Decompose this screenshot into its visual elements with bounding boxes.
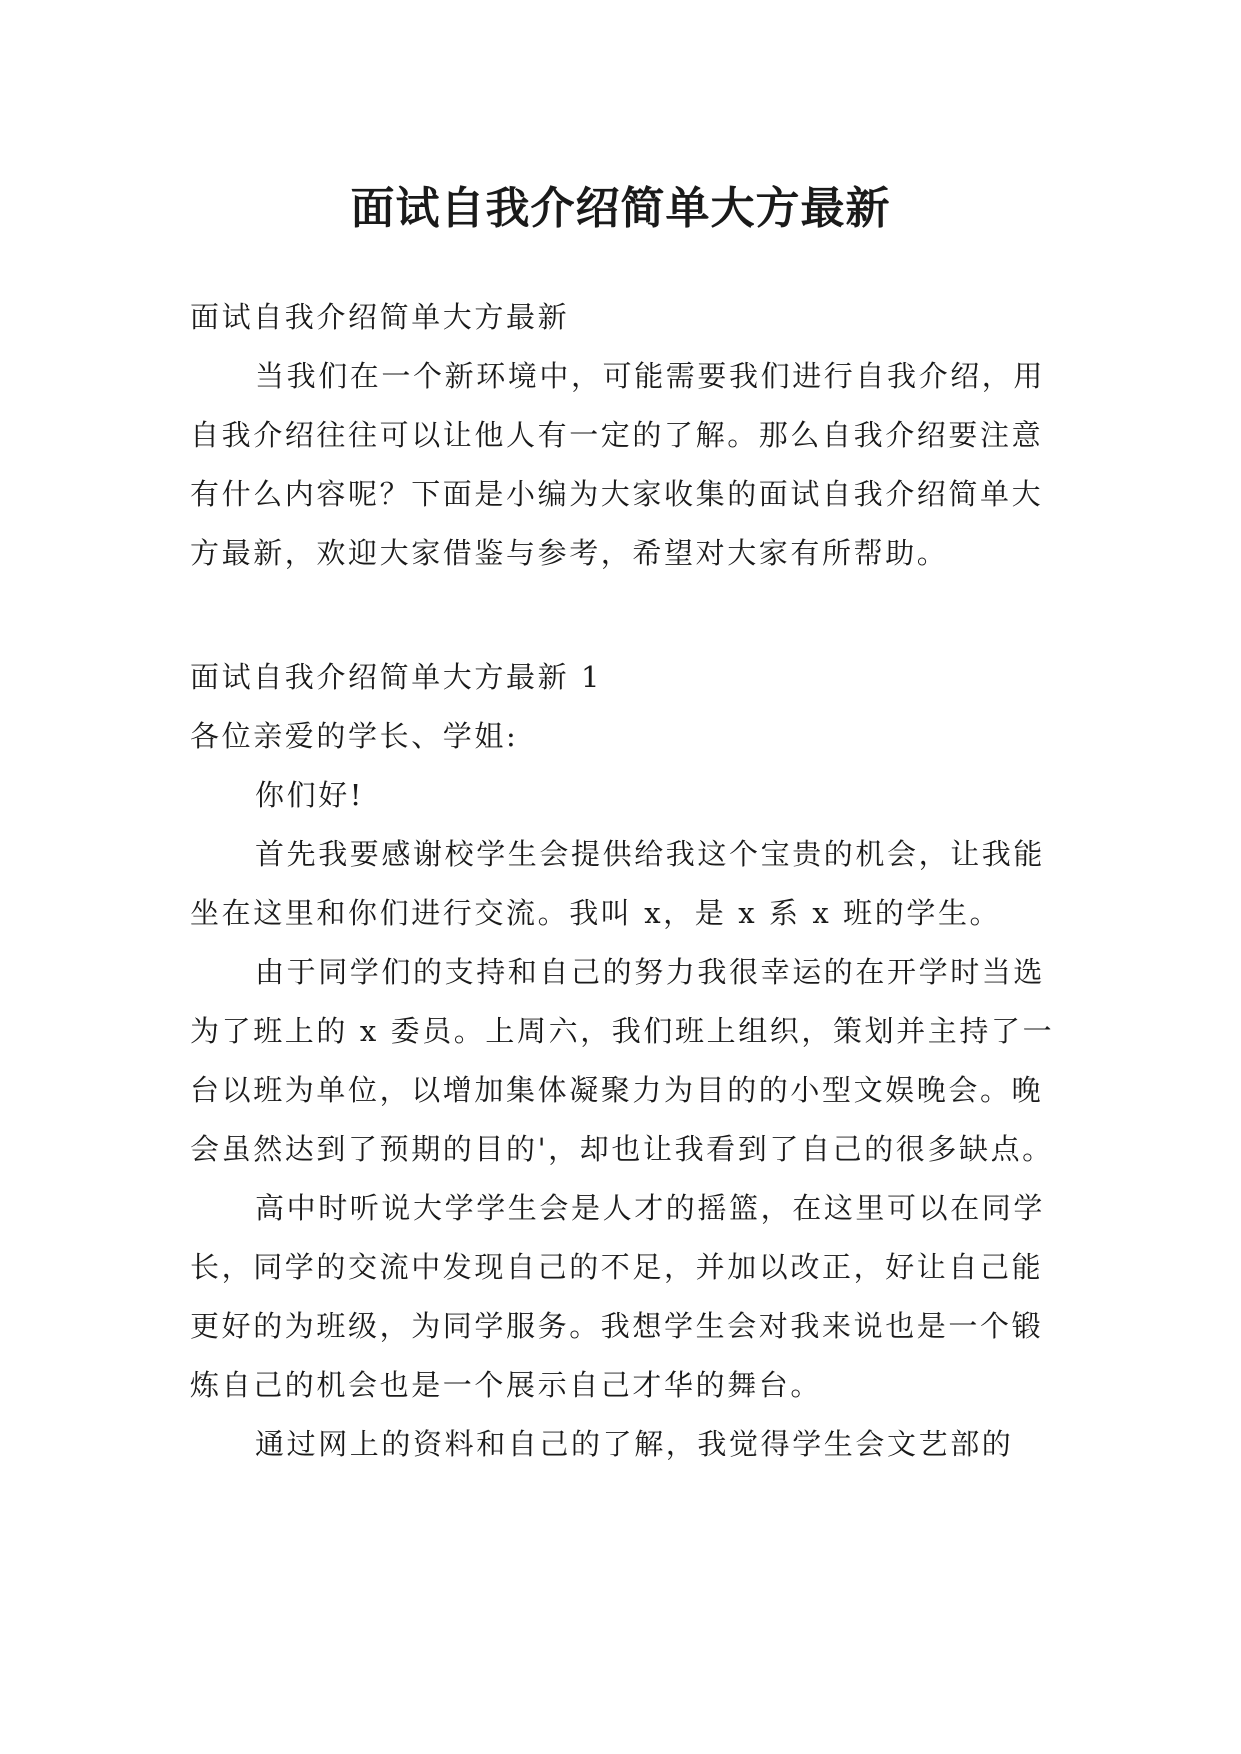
section-heading: 面试自我介绍简单大方最新 1 <box>190 660 603 694</box>
document-subtitle: 面试自我介绍简单大方最新 <box>190 300 570 334</box>
intro-paragraph: 当我们在一个新环境中，可能需要我们进行自我介绍，用自我介绍往往可以让他人有一定的了解。那么自我介绍要注意有什么内容呢？下面是小编为大家收集的面试自我介绍简单大方最新，欢迎大家借鉴与参考，希望对大家有所帮助。 <box>190 359 1046 570</box>
salutation-line: 各位亲爱的学长、学姐: <box>190 719 519 753</box>
body-paragraph: 通过网上的资料和自己的了解，我觉得学生会文艺部的 <box>255 1427 1014 1461</box>
greeting-line: 你们好! <box>255 778 365 812</box>
body-paragraph: 高中时听说大学学生会是人才的摇篮，在这里可以在同学长，同学的交流中发现自己的不足，并加以改正，好让自己能更好的为班级，为同学服务。我想学生会对我来说也是一个锻炼自己的机会也是一个展示自己才华的舞台。 <box>190 1191 1046 1402</box>
document-body <box>190 288 1056 1474</box>
body-paragraph: 首先我要感谢校学生会提供给我这个宝贵的机会，让我能坐在这里和你们进行交流。我叫 x，是 x 系 x 班的学生。 <box>190 837 1046 930</box>
document-title: 面试自我介绍简单大方最新 <box>350 183 891 235</box>
section-spacer <box>190 583 1056 648</box>
body-paragraph: 由于同学们的支持和自己的努力我很幸运的在开学时当选为了班上的 x 委员。上周六，我们班上组织，策划并主持了一台以班为单位，以增加集体凝聚力为目的的小型文娱晚会。晚会虽然达到了预期的目的'，却也让我看到了自己的很多缺点。 <box>190 955 1055 1166</box>
